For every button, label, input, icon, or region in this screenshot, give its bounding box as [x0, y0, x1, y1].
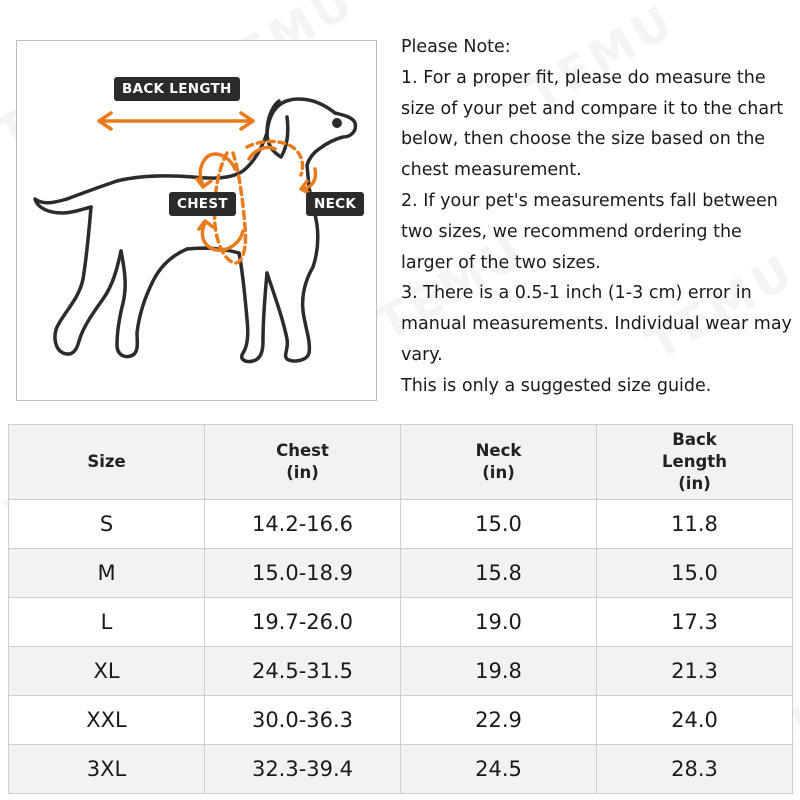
neck-label: NECK — [306, 192, 364, 216]
neck-cell: 24.5 — [401, 745, 597, 794]
chest-cell: 15.0-18.9 — [205, 549, 401, 598]
table-row — [9, 647, 793, 696]
neck-cell: 15.8 — [401, 549, 597, 598]
table-row — [9, 598, 793, 647]
chest-label: CHEST — [169, 192, 236, 216]
back-length-cell: 21.3 — [597, 647, 793, 696]
table-row — [9, 696, 793, 745]
back-length-cell: 17.3 — [597, 598, 793, 647]
size-cell: L — [9, 598, 205, 647]
table-header-row — [9, 425, 793, 500]
note-item: 1. For a proper fit, please do measure the size of your pet and compare it to the chart below, then choose the size based on the chest measurement. — [401, 67, 784, 181]
table-row — [9, 549, 793, 598]
back-length-cell: 11.8 — [597, 500, 793, 549]
chest-cell: 30.0-36.3 — [205, 696, 401, 745]
note-item: 2. If your pet's measurements fall between two sizes, we recommend ordering the larger of the two sizes. — [401, 190, 778, 273]
chest-cell: 19.7-26.0 — [205, 598, 401, 647]
measurement-diagram — [16, 40, 377, 401]
size-cell: XL — [9, 647, 205, 696]
header-size: Size — [9, 425, 205, 500]
back-length-cell: 24.0 — [597, 696, 793, 745]
size-note — [401, 32, 796, 402]
table-row — [9, 500, 793, 549]
size-cell: XXL — [9, 696, 205, 745]
table-row — [9, 745, 793, 794]
note-item: 3. There is a 0.5-1 inch (1-3 cm) error in manual measurements. Individual wear may vary. — [401, 283, 792, 365]
neck-cell: 15.0 — [401, 500, 597, 549]
back-length-cell: 28.3 — [597, 745, 793, 794]
back-length-cell: 15.0 — [597, 549, 793, 598]
neck-cell: 19.8 — [401, 647, 597, 696]
chest-cell: 32.3-39.4 — [205, 745, 401, 794]
note-footer: This is only a suggested size guide. — [401, 375, 712, 396]
size-cell: 3XL — [9, 745, 205, 794]
size-cell: S — [9, 500, 205, 549]
back-length-label: BACK LENGTH — [114, 77, 240, 101]
size-cell: M — [9, 549, 205, 598]
size-chart-table — [8, 424, 793, 794]
chest-cell: 14.2-16.6 — [205, 500, 401, 549]
header-back-length: Back Length (in) — [597, 425, 793, 500]
chest-cell: 24.5-31.5 — [205, 647, 401, 696]
neck-cell: 19.0 — [401, 598, 597, 647]
header-neck: Neck (in) — [401, 425, 597, 500]
neck-cell: 22.9 — [401, 696, 597, 745]
header-chest: Chest (in) — [205, 425, 401, 500]
note-title: Please Note: — [401, 37, 511, 57]
